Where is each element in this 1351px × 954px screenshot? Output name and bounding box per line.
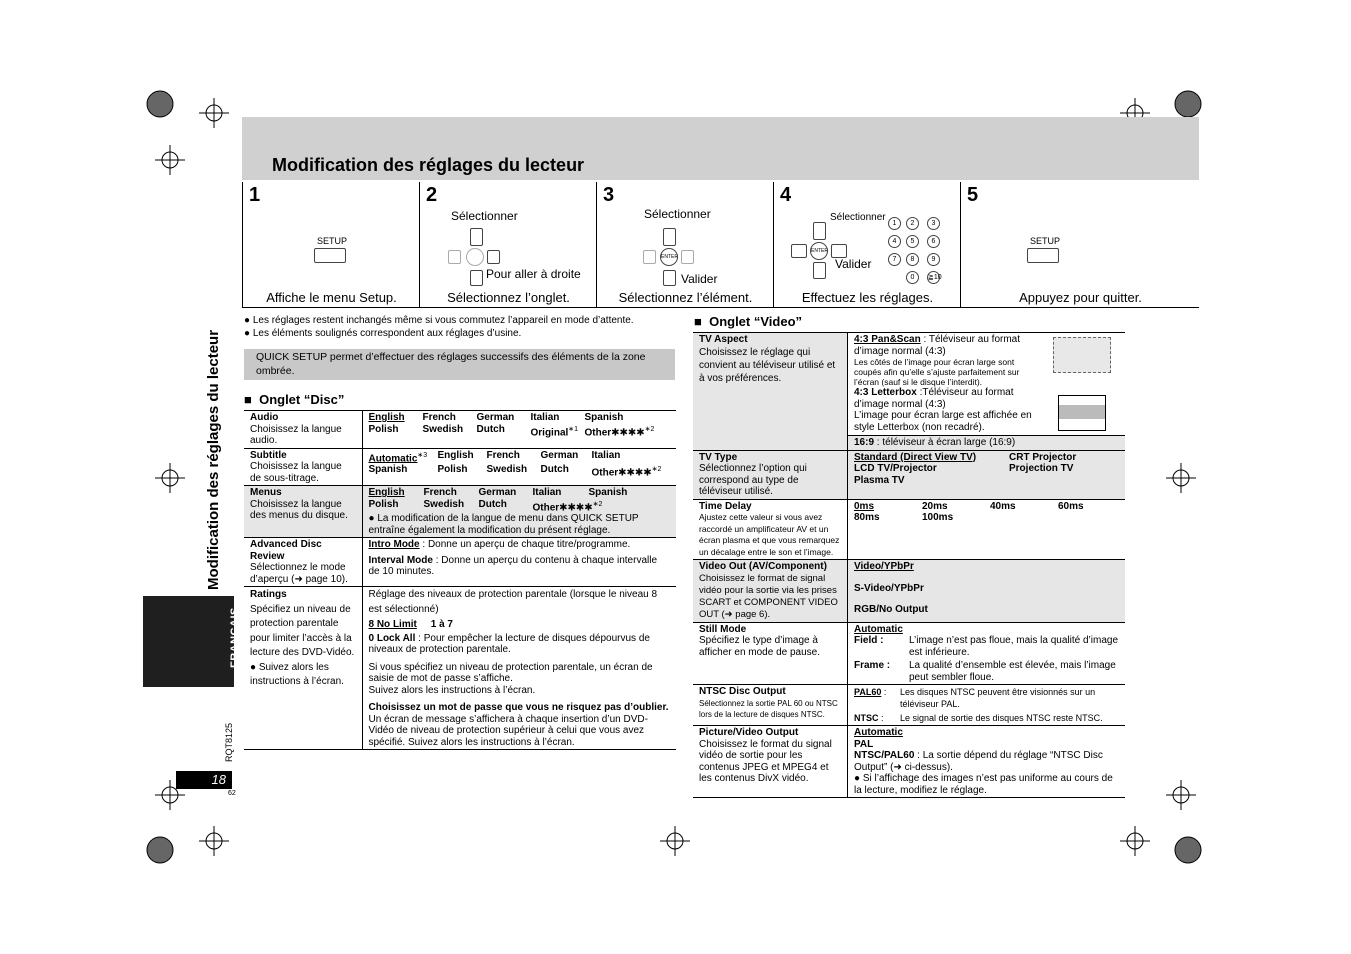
page-title: Modification des réglages du lecteur	[272, 155, 585, 175]
table-row: Picture/Video Output Choisissez le format du signal vidéo de sortie pour les contenus JPEG et MPEG4 et les contenus DivX vidéo. Automatic PAL NTSC/PAL60 : La sortie dépend du réglage “NTSC Disc Output” (➜ ci-dessus). ● Si l’affichage des images n’est pas uniforme au cours de la lecture, modifiez le réglage.	[693, 726, 1125, 798]
step-number: 1	[249, 184, 261, 206]
steps-strip	[242, 182, 1199, 307]
disc-tab-heading: ■ Onglet “Disc”	[244, 392, 345, 407]
enter-button-icon: ENTER	[810, 242, 828, 260]
table-row: Video Out (AV/Component) Choisissez le format de signal vidéo pour la sortie via les prises SCART et COMPONENT VIDEO OUT (➜ page 6). Video/YPbPr S-Video/YPbPr RGB/No Output	[693, 560, 1125, 623]
right-label: Pour aller à droite	[486, 267, 581, 281]
step-2	[419, 182, 597, 307]
step-caption: Appuyez pour quitter.	[1019, 290, 1142, 305]
step-4	[773, 182, 961, 307]
step-caption: Sélectionnez l’élément.	[618, 290, 753, 305]
table-row: TV Type Sélectionnez l’option qui correspond au type de téléviseur utilisé. Standard (Direct View TV) CRT Projector LCD TV/Projector Projection TV Plasma TV	[693, 450, 1125, 499]
video-table	[693, 332, 1125, 798]
table-row: Subtitle Choisissez la langue de sous-titrage. Automatic$^{∗3}$ English French German Italian Spanish Polish Swedish Dutch Other✱✱✱✱$^{∗2}$	[244, 448, 676, 486]
setup-button-icon	[1027, 248, 1059, 263]
step-caption: Sélectionnez l’onglet.	[447, 290, 570, 305]
quick-setup-text: QUICK SETUP permet d’effectuer des réglages successifs des éléments de la zone ombrée.	[256, 351, 646, 377]
numkey-icon: 5	[906, 235, 919, 248]
registration-target-mark	[1175, 91, 1201, 117]
down-arrow-icon	[663, 270, 676, 286]
select-label: Sélectionner	[451, 209, 518, 223]
table-row: Menus Choisissez la langue des menus du disque. English French German Italian Spanish Polish Swedish Dutch Other✱✱✱✱$^{∗2}$ ● La modification de la langue de menu dans QUICK SETUP entraîne également la modification du présent réglage.	[244, 486, 676, 538]
language-tab-label: FRANÇAIS	[229, 607, 241, 668]
select-label: Sélectionner	[830, 212, 886, 223]
numkey-icon: 2	[906, 217, 919, 230]
down-arrow-icon	[470, 270, 483, 286]
table-row: Audio Choisissez la langue audio. English French German Italian Spanish Polish Swedish Dutch Original$^{∗1}$ Other✱✱✱✱$^{∗2}$	[244, 411, 676, 449]
up-arrow-icon	[470, 228, 483, 246]
numkey-icon: 6	[927, 235, 940, 248]
numkey-icon: 3	[927, 217, 940, 230]
disc-table	[244, 410, 676, 750]
select-label: Sélectionner	[644, 207, 711, 221]
notes	[244, 314, 634, 340]
letterbox-illustration	[1058, 395, 1106, 431]
left-arrow-icon	[643, 250, 656, 264]
page-number: 18	[211, 772, 226, 787]
note-item: ● Les éléments soulignés correspondent aux réglages d’usine.	[244, 328, 522, 339]
note-item: ● Les réglages restent inchangés même si vous commutez l’appareil en mode d’attente.	[244, 315, 634, 326]
steps-bottom-rule	[242, 307, 1199, 308]
table-row: Still Mode Spécifiez le type d’image à afficher en mode de pause. Automatic Field : L’image n’est pas floue, mais la qualité d’image est inférieure. Frame : La qualité d’ensemble est élevée, mais l’image peut sembler floue.	[693, 622, 1125, 685]
right-arrow-icon	[487, 250, 500, 264]
registration-target-mark	[147, 837, 173, 863]
doc-code: RQT8125	[224, 722, 234, 762]
setup-button-icon	[314, 248, 346, 263]
step-number: 3	[603, 184, 615, 206]
header-band	[242, 117, 1199, 180]
validate-label: Valider	[835, 257, 872, 271]
setup-key-label: SETUP	[1030, 236, 1061, 246]
numkey-icon: 1	[888, 217, 901, 230]
pan-scan-illustration	[1053, 337, 1111, 373]
registration-target-mark	[147, 91, 173, 117]
left-arrow-icon	[448, 250, 461, 264]
enter-button-icon	[466, 248, 484, 266]
quick-setup-box	[244, 349, 675, 380]
numkey-icon: 7	[888, 253, 901, 266]
step-caption: Affiche le menu Setup.	[266, 290, 397, 305]
page-number-box	[176, 771, 232, 789]
step-1	[242, 182, 420, 307]
numkey-icon: ≧10	[927, 271, 940, 284]
left-arrow-icon	[791, 244, 807, 258]
table-row: Time Delay Ajustez cette valeur si vous avez raccordé un amplificateur AV et un écran plasma et que vous remarquez un décalage entre le son et l’image. 0ms 20ms 40ms 60ms 80ms 100ms	[693, 499, 1125, 560]
step-3	[596, 182, 774, 307]
step-caption: Effectuez les réglages.	[801, 290, 934, 305]
numkey-icon: 9	[927, 253, 940, 266]
setup-key-label: SETUP	[317, 236, 348, 246]
table-row: TV Aspect Choisissez le réglage qui convient au téléviseur utilisé et à vos préférences. 4:3 Pan&Scan : Téléviseur au format d’image normal (4:3) Les côtés de l’image pour écran large sont coupés afin qu’elle s’ajuste parfaitement sur l’écran (sauf si le disque l’interdit). 4:3 Letterbox :Téléviseur au format d’image normal (4:3) L’image pour écran large est affichée en style Letterbox (non recadré). 16:9 : téléviseur à écran large (16:9)	[693, 333, 1125, 451]
up-arrow-icon	[813, 222, 826, 240]
small-number: 62	[228, 790, 236, 797]
registration-target-mark	[1175, 837, 1201, 863]
enter-button-icon: ENTER	[660, 248, 678, 266]
table-row: Ratings Spécifiez un niveau de protection parentale pour limiter l’accès à la lecture des DVD-Vidéo. ● Suivez alors les instructions à l’écran. Réglage des niveaux de protection parentale (lorsque le niveau 8 est sélectionné) 8 No Limit 1 à 7 0 Lock All : Pour empêcher la lecture de disques dépourvus de niveaux de protection parentale. Si vous spécifiez un niveau de protection parentale, un écran de saisie de mot de passe s’affiche. Suivez alors les instructions à l’écran. Choisissez un mot de passe que vous ne risquez pas d’oublier. Un écran de message s’affichera à chaque insertion d’un DVD-Vidéo de niveau de protection supérieur à celui que vous avez spécifié. Suivez alors les instructions à l’écran.	[244, 587, 676, 750]
step-number: 2	[426, 184, 438, 206]
step-5	[960, 182, 1200, 307]
up-arrow-icon	[663, 228, 676, 246]
table-row: NTSC Disc Output Sélectionnez la sortie PAL 60 ou NTSC lors de la lecture de disques NTSC. PAL60 : Les disques NTSC peuvent être visionnés sur un téléviseur PAL. NTSC : Le signal de sortie des disques NTSC reste NTSC.	[693, 685, 1125, 726]
language-tab	[143, 596, 234, 687]
numkey-icon: 4	[888, 235, 901, 248]
table-row: Advanced Disc Review Sélectionnez le mode d’aperçu (➜ page 10). Intro Mode : Donne un aperçu de chaque titre/programme. Interval Mode : Donne un aperçu du contenu à chaque intervalle de 10 minutes.	[244, 538, 676, 587]
step-number: 4	[780, 184, 792, 206]
step-number: 5	[967, 184, 979, 206]
side-title: Modification des réglages du lecteur	[205, 329, 222, 590]
right-arrow-icon	[831, 244, 847, 258]
numkey-icon: 8	[906, 253, 919, 266]
down-arrow-icon	[813, 262, 826, 279]
numkey-icon: 0	[906, 271, 919, 284]
video-tab-heading: ■ Onglet “Video”	[694, 314, 803, 329]
right-arrow-icon	[681, 250, 694, 264]
validate-label: Valider	[681, 272, 718, 286]
